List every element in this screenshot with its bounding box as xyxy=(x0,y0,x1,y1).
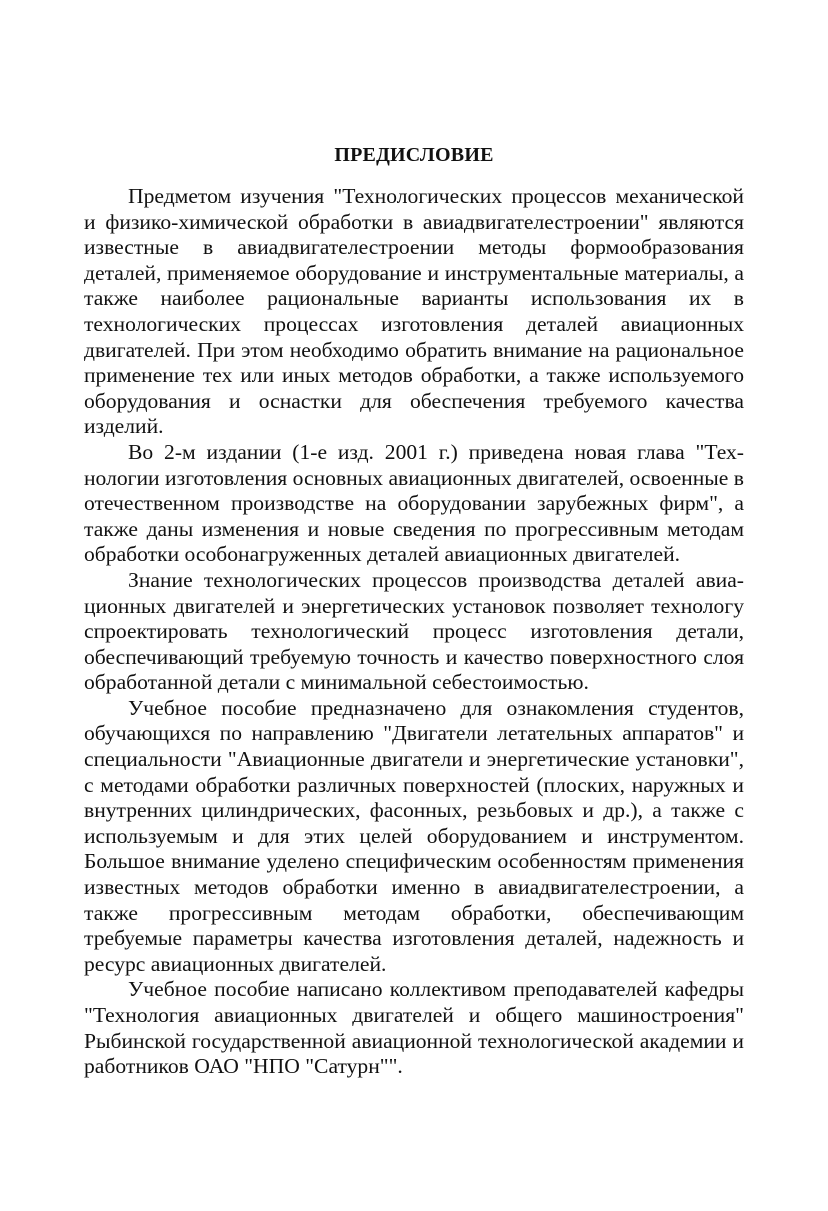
paragraph-subject: Предметом изучения "Технологических процессов механической и физико-химической обработки в авиадвигателестроении" являются известные в авиадвигателестроении методы формообразования деталей, применяемое оборудование и инструментальные материалы, а также наиболее рациональные варианты использования их в технологических процессах изготовления деталей авиационных двигателей. При этом необходимо обратить внимание на рациональное применение тех или иных методов обработки, а также используемого оборудования и оснастки для обеспечения требуемого качества изделий. xyxy=(84,184,744,439)
page-content xyxy=(84,142,744,1080)
paragraph-authors: Учебное пособие написано коллективом преподавателей кафедры "Технология авиационных двигателей и общего машиностроения" Рыбинской государственной авиационной технологической академии и работников ОАО "НПО "Сатурн"". xyxy=(84,977,744,1079)
paragraph-second-edition: Во 2-м издании (1-е изд. 2001 г.) приведена новая глава "Технологии изготовления основных авиационных двигателей, освоенные в отечественном производстве на оборудовании зарубежных фирм", а также даны изменения и новые сведения по прогрессивным методам обработки особонагруженных деталей авиационных двигателей. xyxy=(84,439,744,567)
paragraph-knowledge: Знание технологических процессов производства деталей авиационных двигателей и энергетических установок позволяет технологу спроектировать технологический процесс изготовления детали, обеспечивающий требуемую точность и качество поверхностного слоя обработанной детали с минимальной себестоимостью. xyxy=(84,567,744,695)
page-title: ПРЕДИСЛОВИЕ xyxy=(334,144,494,166)
paragraph-purpose: Учебное пособие предназначено для ознакомления студентов, обучающихся по направлению "Двигатели летательных аппаратов" и специальности "Авиационные двигатели и энергетические установки", с методами обработки различных поверхностей (плоских, наружных и внутренних цилиндрических, фасонных, резьбовых и др.), а также с используемым и для этих целей оборудованием и инструментом. Большое внимание уделено специфическим особенностям применения известных методов обработки именно в авиадвигателестроении, а также прогрессивным методам обработки, обеспечивающим требуемые параметры качества изготовления деталей, надежность и ресурс авиационных двигателей. xyxy=(84,695,744,976)
